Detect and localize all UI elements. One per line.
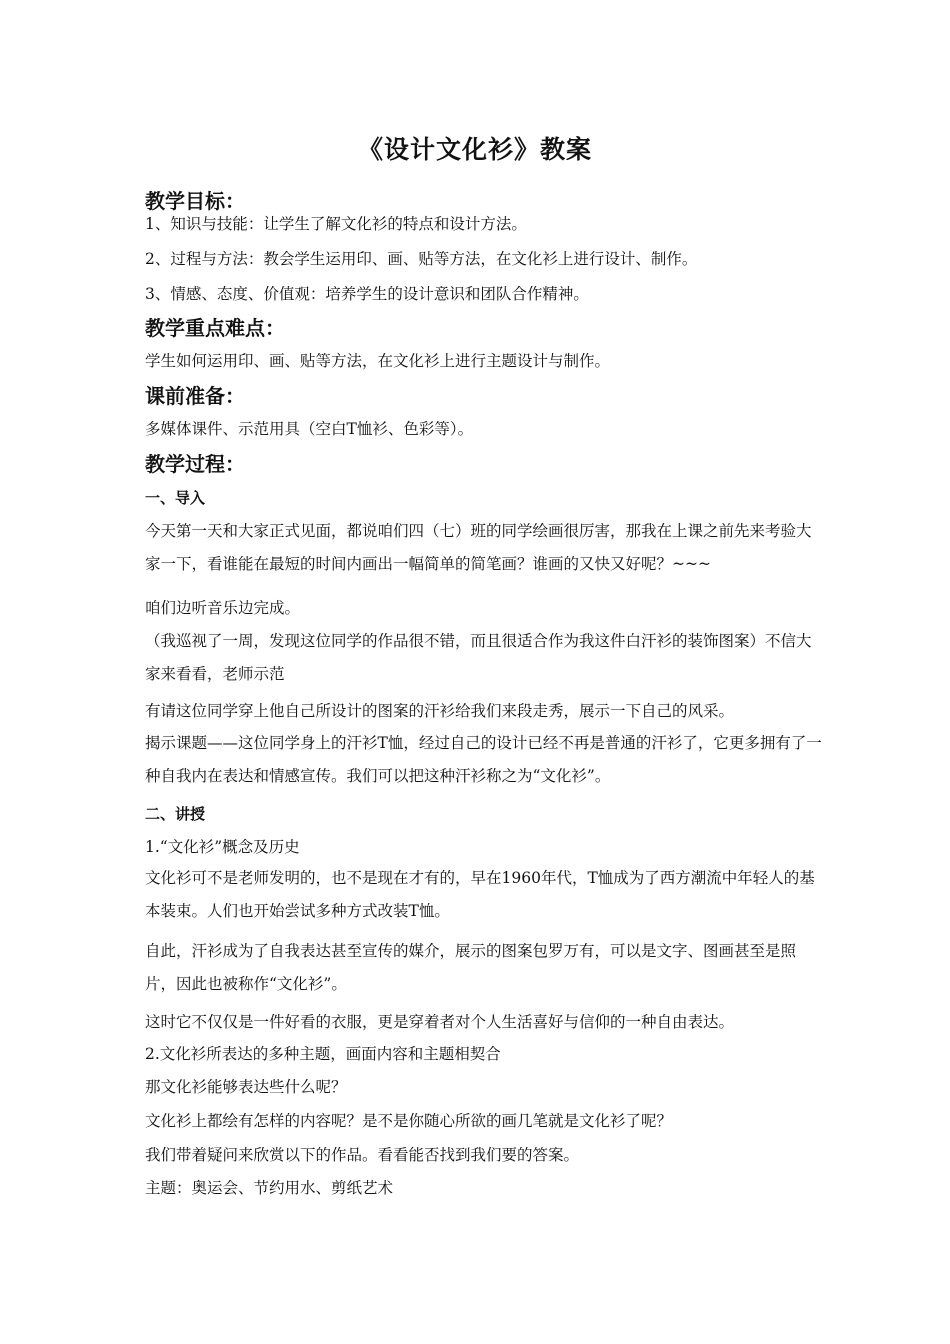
- intro-paragraph-1: 今天第一天和大家正式见面，都说咱们四（七）班的同学绘画很厉害，那我在上课之前先来考验大家一下，看谁能在最短的时间内画出一幅简单的简笔画？谁画的又快又好呢？~~~: [145, 522, 812, 573]
- lecture-paragraph-6: 我们带着疑问来欣赏以下的作品。看看能否找到我们要的答案。: [145, 1146, 580, 1164]
- page-title: 《设计文化衫》教案: [357, 135, 592, 164]
- preparation-heading: 课前准备：: [145, 384, 245, 408]
- keypoints-heading: 教学重点难点：: [145, 316, 285, 340]
- lecture-paragraph-7: 主题：奥运会、节约用水、剪纸艺术: [145, 1179, 394, 1197]
- intro-paragraph-3: （我巡视了一周，发现这位同学的作品很不错，而且很适合作为我这件白汗衫的装饰图案）不信大家来看看，老师示范: [145, 632, 812, 683]
- lecture-heading: 二、讲授: [145, 805, 206, 823]
- objective-item-3: 3、情感、态度、价值观：培养学生的设计意识和团队合作精神。: [145, 285, 589, 303]
- preparation-text: 多媒体课件、示范用具（空白T恤衫、色彩等）。: [145, 420, 474, 438]
- objective-item-2: 2、过程与方法：教会学生运用印、画、贴等方法，在文化衫上进行设计、制作。: [145, 250, 698, 268]
- intro-heading: 一、导入: [145, 489, 206, 507]
- lecture-subheading-2: 2.文化衫所表达的多种主题，画面内容和主题相契合: [145, 1045, 501, 1063]
- lecture-paragraph-1: 文化衫可不是老师发明的，也不是现在才有的，早在1960年代，T恤成为了西方潮流中年轻人的基本装束。人们也开始尝试多种方式改装T恤。: [145, 869, 815, 920]
- intro-paragraph-4: 有请这位同学穿上他自己所设计的图案的汗衫给我们来段走秀，展示一下自己的风采。: [145, 702, 735, 720]
- lecture-paragraph-2: 自此，汗衫成为了自我表达甚至宣传的媒介，展示的图案包罗万有，可以是文字、图画甚至是照片，因此也被称作“文化衫”。: [145, 942, 797, 993]
- objective-item-1: 1、知识与技能：让学生了解文化衫的特点和设计方法。: [145, 215, 527, 233]
- objectives-heading: 教学目标：: [145, 189, 245, 213]
- process-heading: 教学过程：: [145, 452, 245, 476]
- keypoints-text: 学生如何运用印、画、贴等方法，在文化衫上进行主题设计与制作。: [145, 352, 611, 370]
- lecture-paragraph-4: 那文化衫能够表达些什么呢？: [145, 1078, 347, 1096]
- lecture-subheading-1: 1.“文化衫”概念及历史: [145, 838, 300, 856]
- lecture-paragraph-5: 文化衫上都绘有怎样的内容呢？是不是你随心所欲的画几笔就是文化衫了呢？: [145, 1112, 673, 1130]
- intro-paragraph-5: 揭示课题——这位同学身上的汗衫T恤，经过自己的设计已经不再是普通的汗衫了，它更多拥有了一种自我内在表达和情感宣传。我们可以把这种汗衫称之为“文化衫”。: [145, 734, 822, 785]
- lecture-paragraph-3: 这时它不仅仅是一件好看的衣服，更是穿着者对个人生活喜好与信仰的一种自由表达。: [145, 1013, 735, 1031]
- intro-paragraph-2: 咱们边听音乐边完成。: [145, 599, 301, 617]
